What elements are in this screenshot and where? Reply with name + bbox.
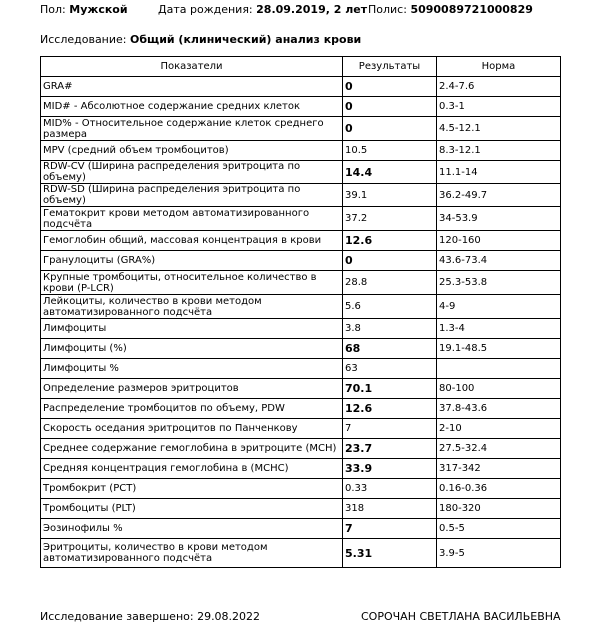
norm-cell: 3.9-5 (437, 539, 561, 568)
norm-cell: 4-9 (437, 295, 561, 319)
doctor-name: СОРОЧАН СВЕТЛАНА ВАСИЛЬЕВНА (361, 610, 561, 623)
norm-cell: 0.5-5 (437, 519, 561, 539)
norm-cell: 4.5-12.1 (437, 117, 561, 141)
norm-cell: 8.3-12.1 (437, 141, 561, 161)
result-cell: 39.1 (343, 184, 437, 207)
column-header-result: Результаты (343, 57, 437, 77)
norm-cell: 11.1-14 (437, 161, 561, 184)
sex-field (40, 3, 128, 16)
policy-value: 5090089721000829 (410, 3, 533, 16)
result-cell: 3.8 (343, 319, 437, 339)
result-cell: 0 (343, 97, 437, 117)
result-cell: 37.2 (343, 207, 437, 231)
indicator-cell: Скорость оседания эритроцитов по Панченкову (41, 419, 343, 439)
result-cell: 23.7 (343, 439, 437, 459)
result-cell: 10.5 (343, 141, 437, 161)
table-row (41, 439, 561, 459)
result-cell: 12.6 (343, 399, 437, 419)
policy-label: Полис: (368, 3, 407, 16)
result-cell: 63 (343, 359, 437, 379)
norm-cell: 19.1-48.5 (437, 339, 561, 359)
table-row (41, 271, 561, 295)
table-row (41, 184, 561, 207)
norm-cell: 120-160 (437, 231, 561, 251)
result-cell: 0 (343, 117, 437, 141)
birth-label: Дата рождения: (158, 3, 253, 16)
results-table (40, 56, 561, 568)
indicator-cell: RDW-CV (Ширина распределения эритроцита по объему) (41, 161, 343, 184)
result-cell: 0 (343, 251, 437, 271)
indicator-cell: Лимфоциты (%) (41, 339, 343, 359)
patient-header (0, 3, 600, 17)
result-cell: 33.9 (343, 459, 437, 479)
norm-cell: 317-342 (437, 459, 561, 479)
norm-cell (437, 359, 561, 379)
result-cell: 12.6 (343, 231, 437, 251)
indicator-cell: MID# - Абсолютное содержание средних клеток (41, 97, 343, 117)
indicator-cell: Крупные тромбоциты, относительное количество в крови (P-LCR) (41, 271, 343, 295)
table-row (41, 141, 561, 161)
norm-cell: 80-100 (437, 379, 561, 399)
table-row (41, 459, 561, 479)
column-header-indicator: Показатели (41, 57, 343, 77)
table-row (41, 77, 561, 97)
indicator-cell: Тромбокрит (PCT) (41, 479, 343, 499)
norm-cell: 36.2-49.7 (437, 184, 561, 207)
result-cell: 7 (343, 519, 437, 539)
study-label: Исследование: (40, 33, 127, 46)
indicator-cell: Средняя концентрация гемоглобина в (MCHC) (41, 459, 343, 479)
indicator-cell: Определение размеров эритроцитов (41, 379, 343, 399)
indicator-cell: Среднее содержание гемоглобина в эритроците (МСН) (41, 439, 343, 459)
table-row (41, 97, 561, 117)
norm-cell: 2.4-7.6 (437, 77, 561, 97)
indicator-cell: Лимфоциты % (41, 359, 343, 379)
indicator-cell: Лимфоциты (41, 319, 343, 339)
norm-cell: 43.6-73.4 (437, 251, 561, 271)
table-row (41, 295, 561, 319)
indicator-cell: GRA# (41, 77, 343, 97)
result-cell: 0.33 (343, 479, 437, 499)
table-row (41, 419, 561, 439)
table-row (41, 499, 561, 519)
result-cell: 0 (343, 77, 437, 97)
indicator-cell: MID% - Относительное содержание клеток среднего размера (41, 117, 343, 141)
completion-date: Исследование завершено: 29.08.2022 (40, 610, 261, 623)
table-row (41, 231, 561, 251)
indicator-cell: Гемоглобин общий, массовая концентрация в крови (41, 231, 343, 251)
result-cell: 14.4 (343, 161, 437, 184)
table-row (41, 207, 561, 231)
table-row (41, 479, 561, 499)
table-row (41, 161, 561, 184)
norm-cell: 34-53.9 (437, 207, 561, 231)
table-row (41, 319, 561, 339)
table-row (41, 359, 561, 379)
table-row (41, 251, 561, 271)
result-cell: 70.1 (343, 379, 437, 399)
result-cell: 5.6 (343, 295, 437, 319)
column-header-norm: Норма (437, 57, 561, 77)
indicator-cell: Гранулоциты (GRA%) (41, 251, 343, 271)
norm-cell: 180-320 (437, 499, 561, 519)
table-row (41, 399, 561, 419)
result-cell: 68 (343, 339, 437, 359)
indicator-cell: RDW-SD (Ширина распределения эритроцита по объему) (41, 184, 343, 207)
table-row (41, 379, 561, 399)
indicator-cell: Эритроциты, количество в крови методом автоматизированного подсчёта (41, 539, 343, 568)
norm-cell: 0.3-1 (437, 97, 561, 117)
table-row (41, 519, 561, 539)
sex-label: Пол: (40, 3, 66, 16)
norm-cell: 25.3-53.8 (437, 271, 561, 295)
result-cell: 5.31 (343, 539, 437, 568)
study-title (40, 33, 361, 46)
indicator-cell: Распределение тромбоцитов по объему, PDW (41, 399, 343, 419)
policy-field (368, 3, 533, 16)
indicator-cell: Тромбоциты (PLT) (41, 499, 343, 519)
result-cell: 318 (343, 499, 437, 519)
table-row (41, 339, 561, 359)
result-cell: 7 (343, 419, 437, 439)
table-row (41, 539, 561, 568)
study-name: Общий (клинический) анализ крови (130, 33, 362, 46)
indicator-cell: Эозинофилы % (41, 519, 343, 539)
birth-value: 28.09.2019, 2 лет (256, 3, 368, 16)
table-row (41, 117, 561, 141)
birth-field (158, 3, 367, 16)
sex-value: Мужской (69, 3, 128, 16)
result-cell: 28.8 (343, 271, 437, 295)
norm-cell: 2-10 (437, 419, 561, 439)
indicator-cell: Гематокрит крови методом автоматизированного подсчёта (41, 207, 343, 231)
table-header-row (41, 57, 561, 77)
indicator-cell: Лейкоциты, количество в крови методом автоматизированного подсчёта (41, 295, 343, 319)
norm-cell: 27.5-32.4 (437, 439, 561, 459)
norm-cell: 0.16-0.36 (437, 479, 561, 499)
indicator-cell: MPV (средний объем тромбоцитов) (41, 141, 343, 161)
norm-cell: 1.3-4 (437, 319, 561, 339)
norm-cell: 37.8-43.6 (437, 399, 561, 419)
